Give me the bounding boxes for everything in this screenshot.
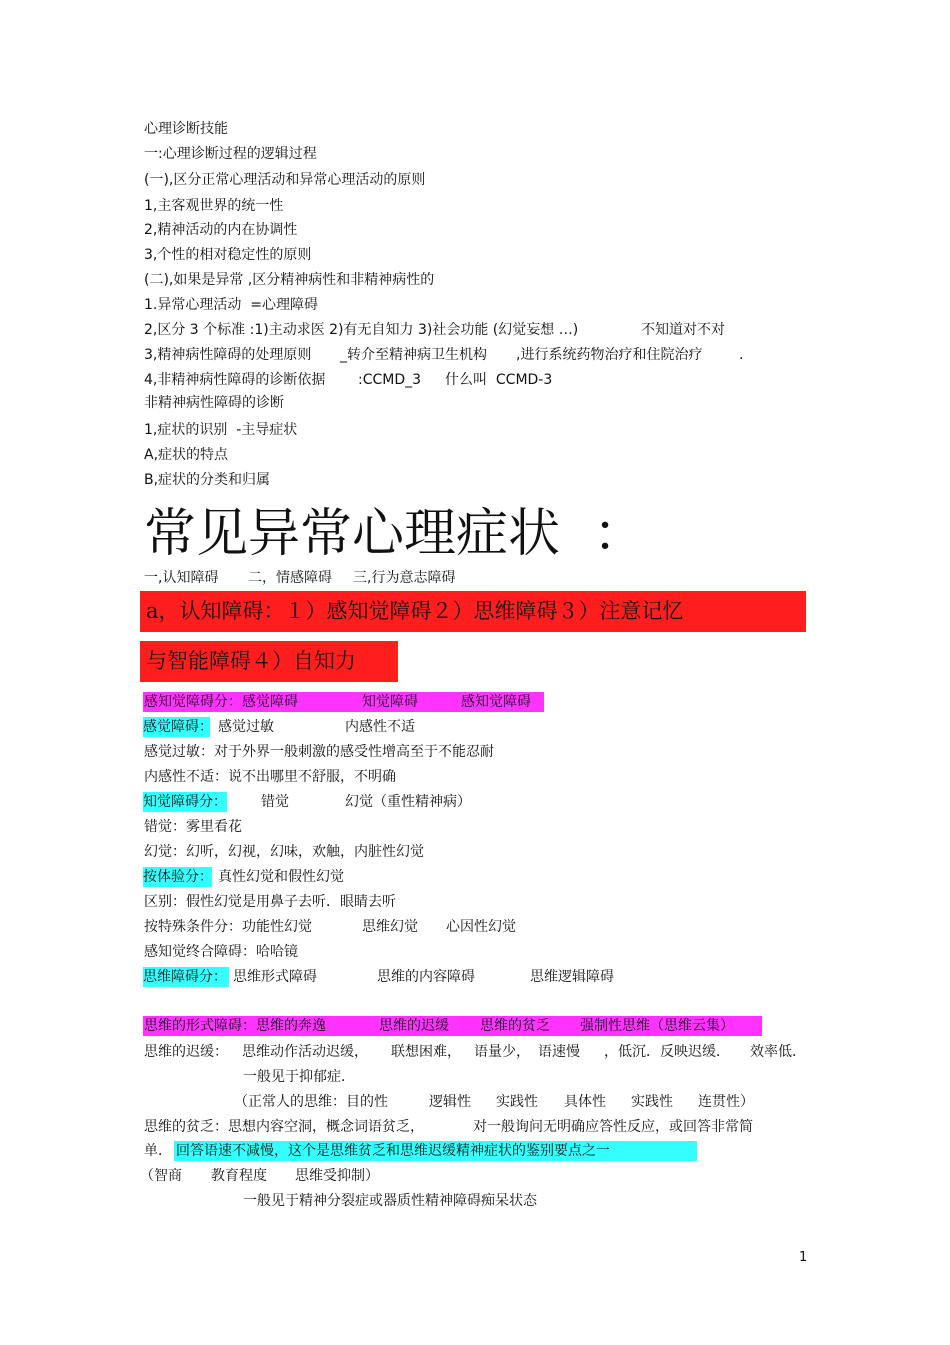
text-segment: _转介至精神病卫生机构 <box>340 347 487 363</box>
text-segment: （智商 <box>140 1168 182 1184</box>
text-segment: 语量少， <box>474 1044 530 1060</box>
text-segment: 感知觉障碍分：感觉障碍 <box>144 694 298 710</box>
text-line <box>144 568 484 588</box>
text-line <box>144 967 634 987</box>
text-segment: 思维的贫乏 <box>480 1018 550 1034</box>
text-line <box>144 1042 804 1062</box>
doc-title: 心理诊断技能 <box>144 121 228 137</box>
text-line <box>234 1092 754 1112</box>
text-segment: 感知觉障碍 <box>461 694 531 710</box>
text-line: 1.异常心理活动 =心理障碍 <box>144 297 318 313</box>
text-segment: （正常人的思维：目的性 <box>234 1094 388 1110</box>
text-segment: 心因性幻觉 <box>446 919 516 935</box>
text-line: 感知觉终合障碍：哈哈镜 <box>144 944 298 960</box>
text-segment: 三,行为意志障碍 <box>353 570 456 586</box>
page-number: 1 <box>799 1250 808 1265</box>
highlighted-label: 按体验分： <box>143 869 213 885</box>
text-segment: ，低沉．反映迟缓． <box>604 1044 730 1060</box>
text-segment: 思维受抑制） <box>295 1168 379 1184</box>
highlight-bar: 与智能障碍４）自知力 <box>140 641 398 682</box>
text-line: 3,个性的相对稳定性的原则 <box>144 247 312 263</box>
text-segment: 2,区分 3 个标准 :1)主动求医 2)有无自知力 3)社会功能 (幻觉妄想 …) <box>144 322 579 338</box>
text-line <box>144 370 604 390</box>
text-line: 一般见于精神分裂症或器质性精神障碍痴呆状态 <box>243 1193 537 1209</box>
highlight-line <box>143 692 544 712</box>
text-segment: 实践性 <box>631 1094 673 1110</box>
text-line: 感觉过敏：对于外界一般刺激的感受性增高至于不能忍耐 <box>144 744 494 760</box>
text-segment: 感觉过敏 <box>218 719 274 735</box>
subsection-heading: (二),如果是异常 ,区分精神病性和非精神病性的 <box>144 272 435 288</box>
text-segment: 3,精神病性障碍的处理原则 <box>144 347 312 363</box>
highlighted-label: 感觉障碍： <box>143 719 213 735</box>
text-line: 幻觉：幻听，幻视，幻味，欢触，内脏性幻觉 <box>144 844 424 860</box>
text-line <box>144 917 544 937</box>
highlight-bar: a，认知障碍：１）感知觉障碍２）思维障碍３）注意记忆 <box>140 591 806 632</box>
text-segment: 教育程度 <box>211 1168 267 1184</box>
text-segment: 4,非精神病性障碍的诊断依据 <box>144 372 326 388</box>
main-heading: 常见异常心理症状 ： <box>144 504 646 564</box>
text-segment: 按特殊条件分：功能性幻觉 <box>144 919 312 935</box>
text-line: 区别：假性幻觉是用鼻子去听．眼睛去听 <box>144 894 396 910</box>
text-segment: 思维的迟缓 <box>379 1018 449 1034</box>
text-line <box>144 345 764 365</box>
text-segment: 不知道对不对 <box>641 322 725 338</box>
text-segment: 思维动作活动迟缓， <box>242 1044 368 1060</box>
text-segment: 具体性 <box>564 1094 606 1110</box>
text-segment: 知觉障碍 <box>362 694 418 710</box>
text-segment: 单． <box>144 1143 172 1159</box>
text-line <box>144 1117 784 1137</box>
text-segment: 效率低． <box>750 1044 806 1060</box>
text-segment: 思维逻辑障碍 <box>530 969 614 985</box>
text-line: 一般见于抑郁症． <box>243 1069 355 1085</box>
highlighted-sentence: 回答语速不减慢，这个是思维贫乏和思维迟缓精神症状的鉴别要点之一 <box>174 1141 697 1161</box>
text-line: 1,症状的识别 -主导症状 <box>144 422 298 438</box>
text-line: 错觉：雾里看花 <box>144 819 242 835</box>
text-segment: 思维的内容障碍 <box>377 969 475 985</box>
text-line: 内感性不适：说不出哪里不舒服，不明确 <box>144 769 396 785</box>
text-segment: 二，情感障碍 <box>248 570 332 586</box>
text-segment: . <box>739 347 744 363</box>
text-line <box>144 792 484 812</box>
text-segment: 强制性思维（思维云集） <box>580 1018 734 1034</box>
text-segment: 语速慢 <box>538 1044 580 1060</box>
text-segment: 对一般询问无明确应答性反应，或回答非常简 <box>473 1119 753 1135</box>
subsection-heading: (一),区分正常心理活动和异常心理活动的原则 <box>144 172 426 188</box>
text-segment: 思维的形式障碍：思维的奔逸 <box>144 1018 326 1034</box>
text-line: 非精神病性障碍的诊断 <box>144 395 284 411</box>
highlighted-label: 知觉障碍分： <box>143 794 227 810</box>
text-segment: 实践性 <box>496 1094 538 1110</box>
text-segment: 思维形式障碍 <box>233 969 317 985</box>
section-heading: 一:心理诊断过程的逻辑过程 <box>144 146 317 162</box>
text-segment: 思维的迟缓： <box>144 1044 228 1060</box>
text-segment: 一,认知障碍 <box>144 570 219 586</box>
text-line: 2,精神活动的内在协调性 <box>144 222 298 238</box>
text-line <box>144 320 764 340</box>
text-line: 1,主客观世界的统一性 <box>144 198 284 214</box>
text-line <box>144 717 444 737</box>
text-line: A,症状的特点 <box>144 447 229 463</box>
text-segment: 内感性不适 <box>345 719 415 735</box>
text-segment: 思维幻觉 <box>362 919 418 935</box>
text-segment: 联想困难， <box>391 1044 461 1060</box>
text-line <box>140 1166 400 1186</box>
text-line <box>144 1141 704 1161</box>
highlight-line <box>143 1016 762 1036</box>
text-segment: ,进行系统药物治疗和住院治疗 <box>516 347 703 363</box>
text-line <box>144 867 384 887</box>
text-segment: 逻辑性 <box>429 1094 471 1110</box>
text-segment: :CCMD_3 <box>358 372 422 388</box>
text-segment: 思维的贫乏：思想内容空洞，概念词语贫乏， <box>144 1119 424 1135</box>
text-segment: 连贯性） <box>698 1094 754 1110</box>
text-segment: 幻觉（重性精神病） <box>345 794 471 810</box>
text-segment: 真性幻觉和假性幻觉 <box>218 869 344 885</box>
text-segment: 错觉 <box>261 794 289 810</box>
text-line: B,症状的分类和归属 <box>144 472 271 488</box>
text-segment: 什么叫 CCMD-3 <box>445 372 553 388</box>
highlighted-label: 思维障碍分： <box>143 969 227 985</box>
